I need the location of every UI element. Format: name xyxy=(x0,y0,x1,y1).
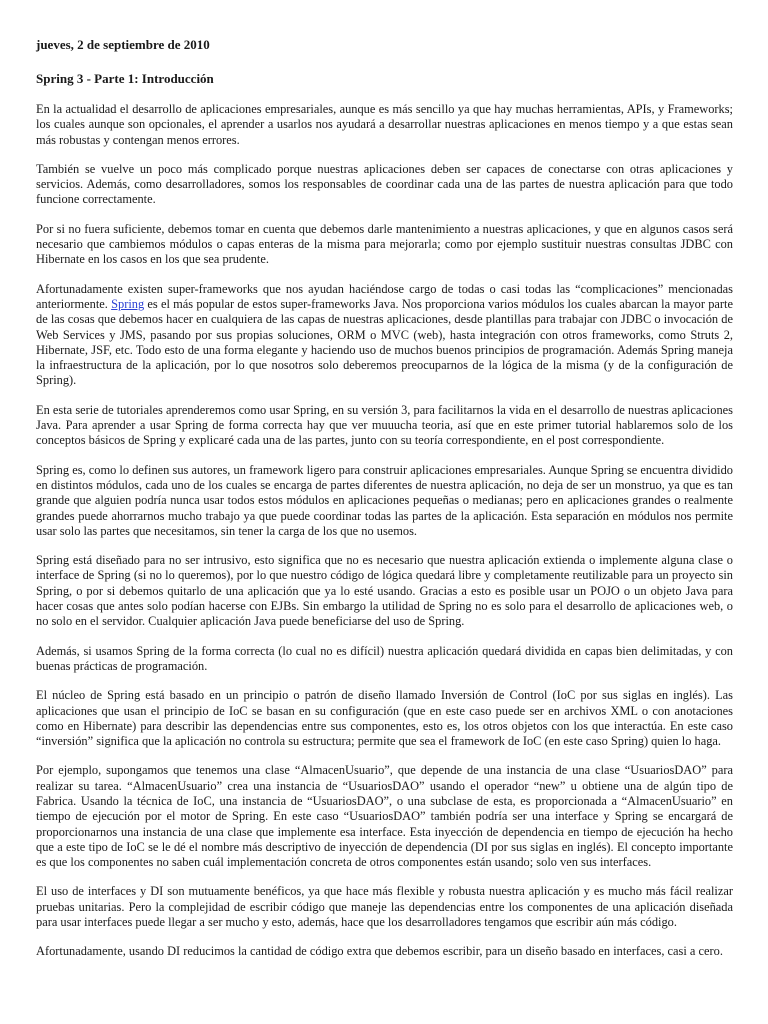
paragraph-non-intrusive: Spring está diseñado para no ser intrusivo, esto significa que no es necesario que nuestra aplicación extienda o implemente alguna clase o interface de Spring (si no lo queremos), por lo que nuestro código de lógica quedará libre y completamente reutilizable para un proyecto sin Spring, o por si debemos quitarlo de una aplicación que ya lo esté usando. Gracias a esto es posible usar un POJO o un objeto Java para hacer cosas que antes solo podían hacerse con EJBs. Sin embargo la utilidad de Spring no es solo para el desarrollo de aplicaciones web, o no solo en el servidor. Cualquier aplicación Java puede beneficiarse del uso de Spring. xyxy=(36,553,733,629)
spring-link[interactable]: Spring xyxy=(111,296,145,311)
post-date: jueves, 2 de septiembre de 2010 xyxy=(36,37,210,52)
paragraph-intro: En la actualidad el desarrollo de aplicaciones empresariales, aunque es más sencillo ya que hay muchas herramientas, APIs, y Frameworks; los cuales aunque son opcionales, el aprender a usarlos nos ayudará a desarrollar nuestras aplicaciones en menos tiempo y a que estas sean más robustas y contengan menos errores. xyxy=(36,102,733,147)
paragraph-example: Por ejemplo, supongamos que tenemos una clase “AlmacenUsuario”, que depende de una instancia de una clase “UsuariosDAO” para realizar su tarea. “AlmacenUsuario” crea una instancia de “UsuariosDAO” usando el operador “new” u obtiene una de algún tipo de Fabrica. Usando la técnica de IoC, una instancia de “UsuariosDAO”, o una subclase de esta, es proporcionada a “AlmacenUsuario” en tiempo de ejecución por el motor de Spring. En este caso “UsuariosDAO” también podría ser una interface y Spring se encargará de proporcionarnos una instancia de una clase que implemente esa interface. Esta inyección de dependencia en tiempo de ejecución ha hecho que a este tipo de IoC se le dé el nombre más descriptivo de inyección de dependencia (DI por sus siglas en inglés). El concepto importante es que los componentes no saben cuál implementación concreta de otros componentes están usando; solo ven sus interfaces. xyxy=(36,763,733,870)
paragraph-interfaces-di: El uso de interfaces y DI son mutuamente benéficos, ya que hace más flexible y robusta nuestra aplicación y es mucho más fácil realizar pruebas unitarias. Pero la complejidad de escribir código que maneje las dependencias entre los componentes de una aplicación diseñada para usar interfaces puede llegar a ser mucho y esto, además, hace que los desarrolladores tengamos que escribir aún más código. xyxy=(36,884,733,930)
paragraph-complexity: También se vuelve un poco más complicado porque nuestras aplicaciones deben ser capaces de conectarse con otras aplicaciones y servicios. Además, como desarrolladores, somos los responsables de coordinar cada una de las partes de nuestra aplicación para que todo funcione correctamente. xyxy=(36,161,733,207)
paragraph-ioc: El núcleo de Spring está basado en un principio o patrón de diseño llamado Inversión de Control (IoC por sus siglas en inglés). Las aplicaciones que usan el principio de IoC se basan en su configuración (que en este caso puede ser en archivos XML o con anotaciones como en Hibernate) para describir las dependencias entre sus componentes, esto es, los otros objetos con los que interactúa. En este caso “inversión” significa que la aplicación no controla su estructura; permite que sea el framework de IoC (en este caso Spring) quien lo haga. xyxy=(36,688,733,749)
paragraph-series: En esta serie de tutoriales aprenderemos como usar Spring, en su versión 3, para facilitarnos la vida en el desarrollo de nuestras aplicaciones Java. Para aprender a usar Spring de forma correcta hay que ver muuucha teoria, así que en este primer tutorial hablaremos solo de los conceptos básicos de Spring y explicaré cada una de las partes, junto con su teoría correspondiente, en el post correspondiente. xyxy=(36,402,733,448)
post-title: Spring 3 - Parte 1: Introducción xyxy=(36,71,214,86)
blog-post xyxy=(36,36,733,960)
paragraph-spring-intro xyxy=(36,282,733,389)
spring-intro-text-before: Afortunadamente existen super-frameworks que nos ayudan haciéndose cargo de todas o casi todas las “complicaciones” mencionadas anteriormente. xyxy=(36,281,733,311)
paragraph-maintenance: Por si no fuera suficiente, debemos tomar en cuenta que debemos darle mantenimiento a nuestras aplicaciones, y que en algunos casos será necesario que cambiemos módulos o capas enteras de la misma para mejorarla; como por ejemplo sustituir nuestras consultas JDBC con Hibernate en los casos en los que sea prudente. xyxy=(36,221,733,267)
paragraph-spring-definition: Spring es, como lo definen sus autores, un framework ligero para construir aplicaciones empresariales. Aunque Spring se encuentra dividido en distintos módulos, cada uno de los cuales se encarga de partes diferentes de nuestra aplicación, no deja de ser un monstruo, ya que es tan grande que alguien podría nunca usar todos estos módulos en aplicaciones pequeñas o medianas; pero en aplicaciones grandes o realmente grandes puede ahorrarnos mucho trabajo ya que puede coordinar todas las partes de la aplicación. Esta separación en módulos nos permite usar solo las partes que necesitamos, sin tener la carga de los que no usemos. xyxy=(36,462,733,538)
paragraph-layers: Además, si usamos Spring de la forma correcta (lo cual no es difícil) nuestra aplicación quedará dividida en capas bien delimitadas, y con buenas prácticas de programación. xyxy=(36,643,733,673)
paragraph-conclusion: Afortunadamente, usando DI reducimos la cantidad de código extra que debemos escribir, para un diseño basado en interfaces, casi a cero. xyxy=(36,944,723,959)
spring-intro-text-after: es el más popular de estos super-frameworks Java. Nos proporciona varios módulos los cuales abarcan la mayor parte de las cosas que debemos hacer en cualquiera de las capas de nuestras aplicaciones, desde plantillas para trabajar con JDBC o invocación de Web Services y JMS, pasando por sus propias soluciones, ORM o MVC (web), hasta integración con otros frameworks, como Struts 2, Hibernate, JSF, etc. Todo esto de una forma elegante y haciendo uso de muchos buenos principios de programación. Además Spring maneja la infraestructura de la aplicación, por lo que nosotros solo deberemos preocuparnos de la lógica de la misma (y de la configuración de Spring). xyxy=(36,296,734,388)
